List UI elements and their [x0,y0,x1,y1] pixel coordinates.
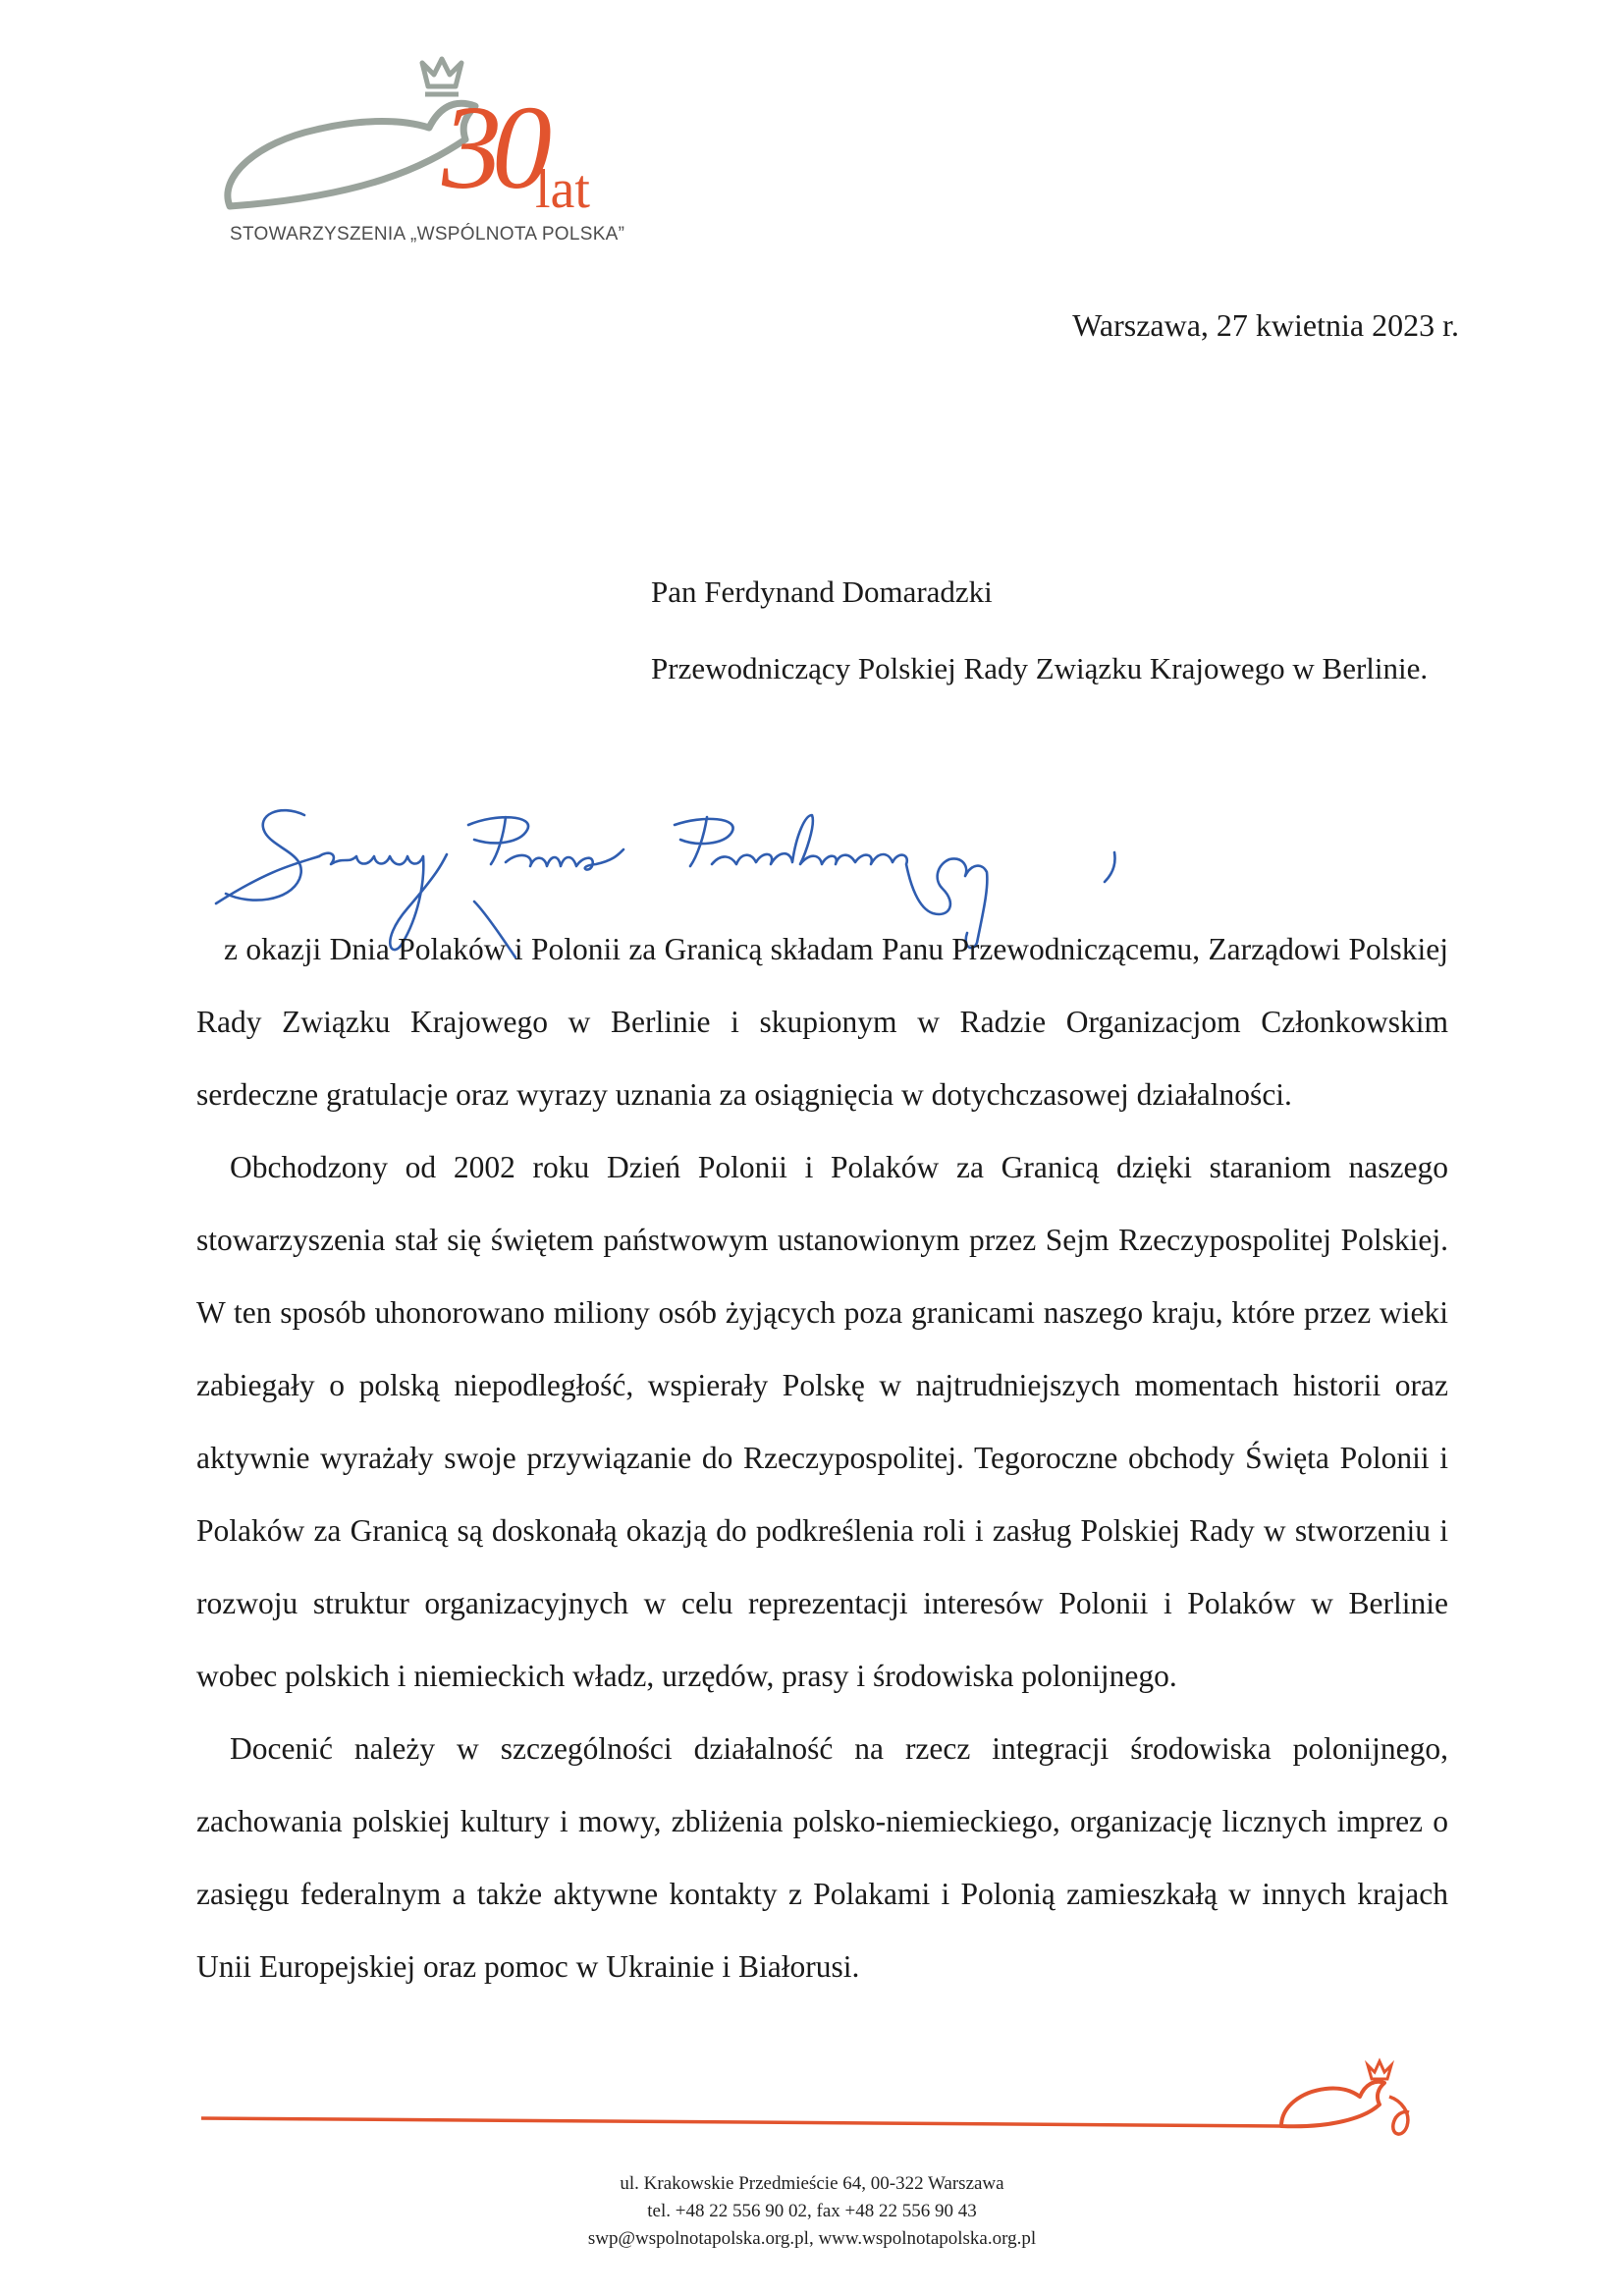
addressee-name: Pan Ferdynand Domaradzki [651,574,993,609]
addressee-block [651,574,1428,686]
body-paragraph: z okazji Dnia Polaków i Polonii za Granicą składam Panu Przewodniczącemu, Zarządowi Polskiej Rady Związku Krajowego w Berlinie i skupionym w Radzie Organizacjom Członkowskim serdeczne gratulacje oraz wyrazy uznania za osiągnięcia w dotychczasowej działalności. [196,932,1448,1112]
footer-contact: swp@wspolnotapolska.org.pl, www.wspolnotapolska.org.pl [587,2228,1037,2249]
logo-caption: STOWARZYSZENIA „WSPÓLNOTA POLSKA” [230,224,625,245]
letter-body [196,913,1448,2003]
body-paragraph: Obchodzony od 2002 roku Dzień Polonii i Polaków za Granicą dzięki staraniom naszego stowarzyszenia stał się świętem państwowym ustanowionym przez Sejm Rzeczypospolitej Polskiej. W ten sposób uhonorowano miliony osób żyjących poza granicami naszego kraju, które przez wieki zabiegały o polską niepodległość, wspierały Polskę w najtrudniejszych momentach historii oraz aktywnie wyrażały swoje przywiązanie do Rzeczypospolitej. Tegoroczne obchody Święta Polonii i Polaków za Granicą są doskonałą okazją do podkreślenia roli i zasług Polskiej Rady w stworzeniu i rozwoju struktur organizacyjnych w celu reprezentacji interesów Polonii i Polaków w Berlinie wobec polskich i niemieckich władz, urzędów, prasy i środowiska polonijnego. [196,1150,1448,1693]
association-logo [218,49,625,255]
body-paragraph: Docenić należy w szczególności działalność na rzecz integracji środowiska polonijnego, zachowania polskiej kultury i mowy, zbliżenia polsko-niemieckiego, organizację licznych imprez o zasięgu federalnym a także aktywne kontakty z Polakami i Polonią zamieszkałą w innych krajach Unii Europejskiej oraz pomoc w Ukrainie i Białorusi. [196,1731,1448,1984]
footer-divider [201,2057,1438,2151]
footer-phone: tel. +48 22 556 90 02, fax +48 22 556 90 43 [647,2201,977,2221]
footer-address: ul. Krakowskie Przedmieście 64, 00-322 Warszawa [620,2173,1004,2194]
logo-suffix: lat [535,159,590,220]
addressee-title: Przewodniczący Polskiej Rady Związku Krajowego w Berlinie. [651,651,1429,685]
letter-footer [0,2170,1624,2253]
logo-number: 30 [442,82,542,214]
footer-emblem-icon [201,2057,1438,2146]
letter-date: Warszawa, 27 kwietnia 2023 r. [1072,307,1459,343]
